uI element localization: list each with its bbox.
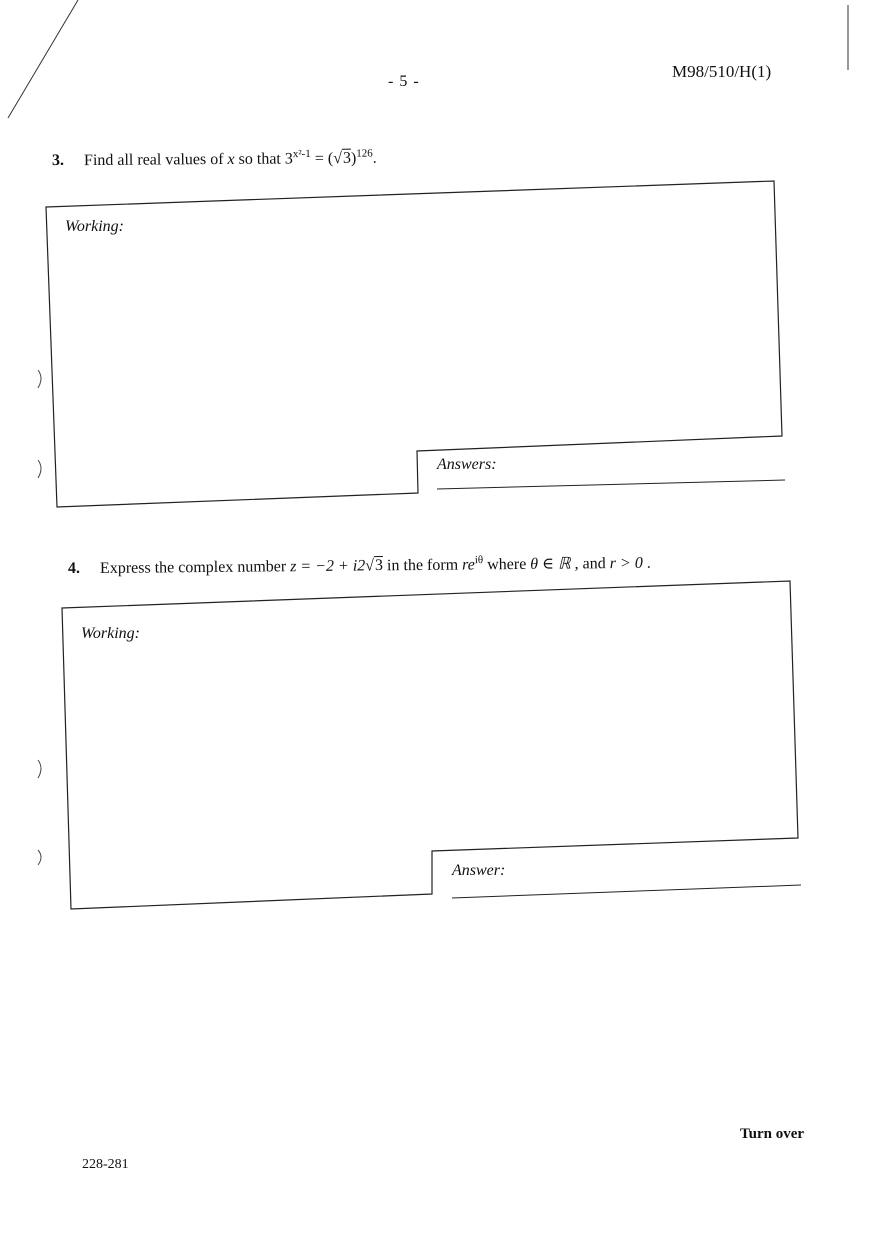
- margin-mark: [38, 760, 41, 778]
- paper-code: M98/510/H(1): [672, 62, 772, 81]
- footer-code: 228-281: [82, 1157, 129, 1172]
- question-4-text: 4. Express the complex number z = −2 + i2√3 in the form $re^{i\theta}$ where θ ∈ ℝ , and r > 0 .: [67, 554, 651, 578]
- working-label: Working:: [65, 218, 124, 235]
- question-number: 3.: [51, 152, 65, 170]
- question-3-text: 3. Find all real values of x so that $3^{x^2-1} = (√3)^{126}$.: [51, 147, 377, 170]
- question-number: 4.: [67, 560, 81, 578]
- q4-working-box[interactable]: [62, 581, 798, 909]
- margin-mark: [38, 460, 41, 478]
- scan-artifact: [8, 0, 78, 118]
- answer-label: Answer:: [452, 862, 506, 879]
- turn-over: Turn over: [740, 1126, 805, 1142]
- margin-mark: [38, 370, 41, 388]
- working-label: Working:: [81, 625, 140, 642]
- q3-working-box[interactable]: [46, 181, 782, 507]
- margin-mark: [38, 850, 41, 865]
- answer-label: Answers:: [437, 456, 497, 473]
- page-number: - 5 -: [388, 73, 420, 90]
- q4-answer-line[interactable]: [452, 885, 801, 898]
- q3-answer-line[interactable]: [437, 480, 785, 489]
